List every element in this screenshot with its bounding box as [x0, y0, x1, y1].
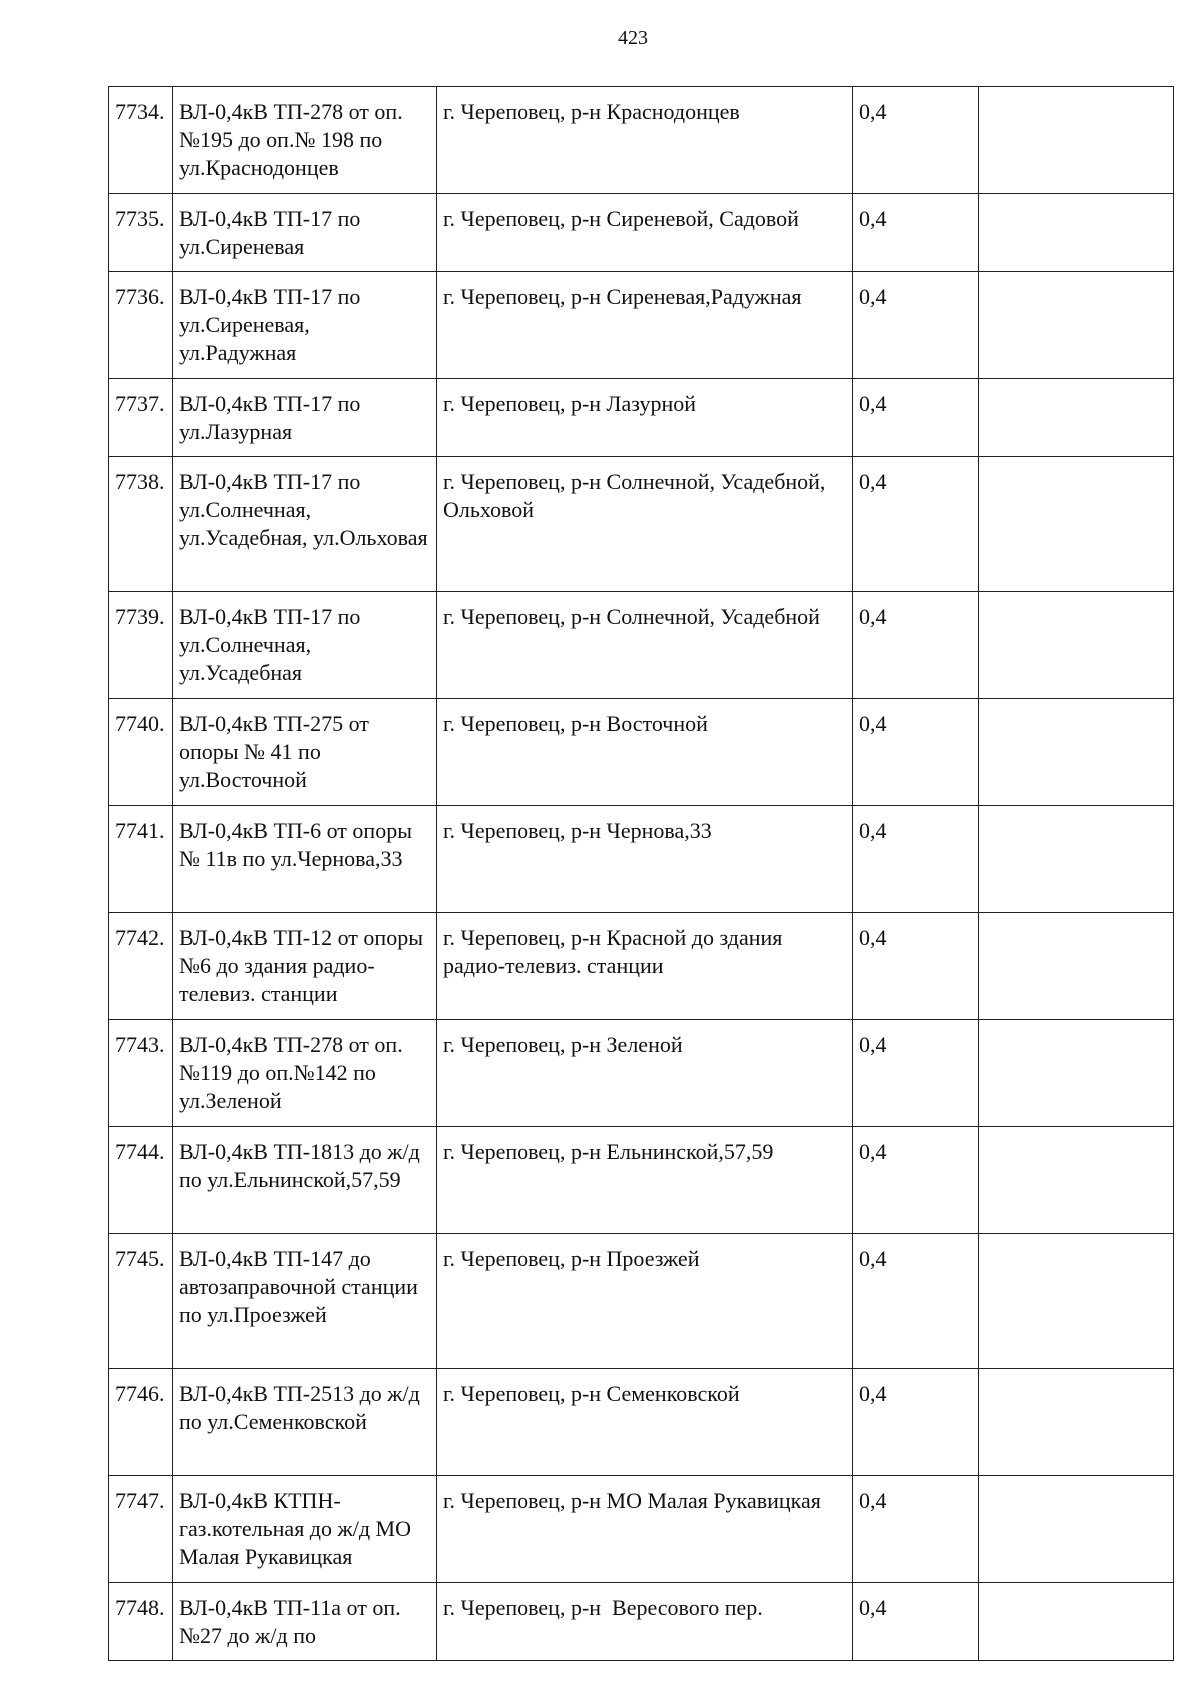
line-name: ВЛ-0,4кВ ТП-11а от оп.№27 до ж/д по	[173, 1583, 437, 1661]
line-voltage: 0,4	[853, 272, 979, 379]
line-note	[979, 806, 1174, 913]
line-location: г. Череповец, р-н Зеленой	[437, 1020, 853, 1127]
row-number: 7744.	[109, 1127, 173, 1234]
line-name: ВЛ-0,4кВ ТП-147 до автозаправочной станции по ул.Проезжей	[173, 1234, 437, 1369]
line-note	[979, 1583, 1174, 1661]
line-location: г. Череповец, р-н Красной до здания радио-телевиз. станции	[437, 913, 853, 1020]
line-voltage: 0,4	[853, 1583, 979, 1661]
line-location: г. Череповец, р-н Солнечной, Усадебной	[437, 592, 853, 699]
line-note	[979, 379, 1174, 457]
line-location: г. Череповец, р-н Вересового пер.	[437, 1583, 853, 1661]
line-location: г. Череповец, р-н Чернова,33	[437, 806, 853, 913]
row-number: 7747.	[109, 1476, 173, 1583]
line-voltage: 0,4	[853, 913, 979, 1020]
page-number: 423	[618, 27, 648, 49]
line-location: г. Череповец, р-н Восточной	[437, 699, 853, 806]
line-note	[979, 1127, 1174, 1234]
table-row	[109, 1234, 1174, 1369]
table-row	[109, 592, 1174, 699]
table-body	[109, 87, 1174, 1661]
line-name: ВЛ-0,4кВ ТП-12 от опоры №6 до здания радио-телевиз. станции	[173, 913, 437, 1020]
line-name: ВЛ-0,4кВ КТПН-газ.котельная до ж/д МО Малая Рукавицкая	[173, 1476, 437, 1583]
line-name: ВЛ-0,4кВ ТП-17 по ул.Лазурная	[173, 379, 437, 457]
line-voltage: 0,4	[853, 806, 979, 913]
line-note	[979, 194, 1174, 272]
line-voltage: 0,4	[853, 87, 979, 194]
row-number: 7741.	[109, 806, 173, 913]
row-number: 7735.	[109, 194, 173, 272]
row-number: 7736.	[109, 272, 173, 379]
table-row	[109, 87, 1174, 194]
row-number: 7742.	[109, 913, 173, 1020]
table-row	[109, 1369, 1174, 1476]
line-note	[979, 1234, 1174, 1369]
line-note	[979, 457, 1174, 592]
line-note	[979, 272, 1174, 379]
line-note	[979, 699, 1174, 806]
line-name: ВЛ-0,4кВ ТП-17 по ул.Сиреневая, ул.Радужная	[173, 272, 437, 379]
row-number: 7745.	[109, 1234, 173, 1369]
line-name: ВЛ-0,4кВ ТП-6 от опоры № 11в по ул.Чернова,33	[173, 806, 437, 913]
table-row	[109, 699, 1174, 806]
line-location: г. Череповец, р-н Семенковской	[437, 1369, 853, 1476]
table-row	[109, 457, 1174, 592]
line-voltage: 0,4	[853, 457, 979, 592]
row-number: 7737.	[109, 379, 173, 457]
line-location: г. Череповец, р-н Сиреневой, Садовой	[437, 194, 853, 272]
line-voltage: 0,4	[853, 194, 979, 272]
line-note	[979, 592, 1174, 699]
line-voltage: 0,4	[853, 379, 979, 457]
line-note	[979, 87, 1174, 194]
row-number: 7738.	[109, 457, 173, 592]
line-voltage: 0,4	[853, 1234, 979, 1369]
line-note	[979, 1369, 1174, 1476]
table-row	[109, 1476, 1174, 1583]
row-number: 7734.	[109, 87, 173, 194]
line-note	[979, 913, 1174, 1020]
row-number: 7743.	[109, 1020, 173, 1127]
line-voltage: 0,4	[853, 1020, 979, 1127]
line-location: г. Череповец, р-н Солнечной, Усадебной, Ольховой	[437, 457, 853, 592]
row-number: 7740.	[109, 699, 173, 806]
row-number: 7739.	[109, 592, 173, 699]
table-row	[109, 1583, 1174, 1661]
table-row	[109, 913, 1174, 1020]
line-location: г. Череповец, р-н Краснодонцев	[437, 87, 853, 194]
line-location: г. Череповец, р-н Лазурной	[437, 379, 853, 457]
table-row	[109, 379, 1174, 457]
line-name: ВЛ-0,4кВ ТП-1813 до ж/д по ул.Ельнинской,57,59	[173, 1127, 437, 1234]
row-number: 7746.	[109, 1369, 173, 1476]
table-row	[109, 272, 1174, 379]
line-location: г. Череповец, р-н Ельнинской,57,59	[437, 1127, 853, 1234]
line-location: г. Череповец, р-н Сиреневая,Радужная	[437, 272, 853, 379]
row-number: 7748.	[109, 1583, 173, 1661]
table-row	[109, 806, 1174, 913]
registry-table	[108, 86, 1174, 1661]
line-name: ВЛ-0,4кВ ТП-17 по ул.Солнечная, ул.Усадебная, ул.Ольховая	[173, 457, 437, 592]
line-name: ВЛ-0,4кВ ТП-278 от оп.№119 до оп.№142 по ул.Зеленой	[173, 1020, 437, 1127]
line-name: ВЛ-0,4кВ ТП-17 по ул.Солнечная, ул.Усадебная	[173, 592, 437, 699]
line-name: ВЛ-0,4кВ ТП-2513 до ж/д по ул.Семенковской	[173, 1369, 437, 1476]
table-row	[109, 1020, 1174, 1127]
table-row	[109, 1127, 1174, 1234]
line-voltage: 0,4	[853, 1127, 979, 1234]
table-row	[109, 194, 1174, 272]
line-name: ВЛ-0,4кВ ТП-275 от опоры № 41 по ул.Восточной	[173, 699, 437, 806]
line-voltage: 0,4	[853, 1369, 979, 1476]
line-voltage: 0,4	[853, 592, 979, 699]
line-name: ВЛ-0,4кВ ТП-17 по ул.Сиреневая	[173, 194, 437, 272]
line-note	[979, 1020, 1174, 1127]
line-location: г. Череповец, р-н МО Малая Рукавицкая	[437, 1476, 853, 1583]
line-location: г. Череповец, р-н Проезжей	[437, 1234, 853, 1369]
line-name: ВЛ-0,4кВ ТП-278 от оп.№195 до оп.№ 198 по ул.Краснодонцев	[173, 87, 437, 194]
line-voltage: 0,4	[853, 1476, 979, 1583]
line-voltage: 0,4	[853, 699, 979, 806]
line-note	[979, 1476, 1174, 1583]
